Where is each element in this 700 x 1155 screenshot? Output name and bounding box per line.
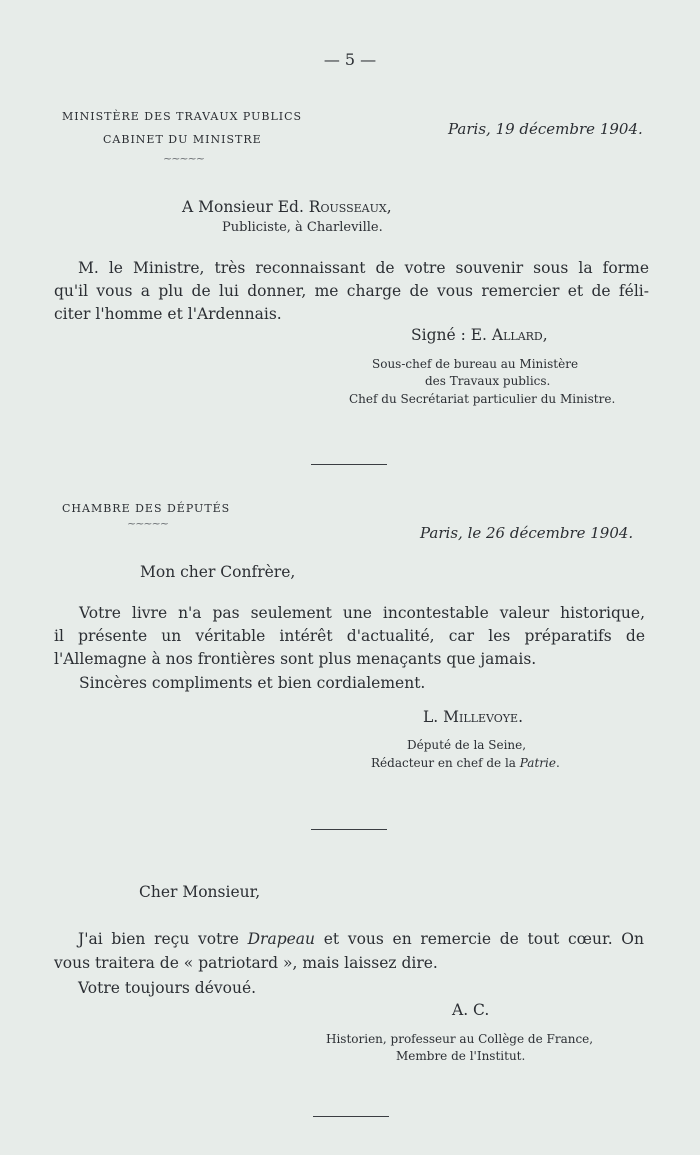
letter2-body-line: Votre livre n'a pas seulement une incontestable valeur historique,	[79, 604, 645, 622]
title-suffix: .	[555, 756, 560, 770]
letter1-date: Paris, 19 décembre 1904.	[448, 120, 643, 138]
letter1-signature	[411, 326, 548, 344]
heading-ornament: ~~~~~	[163, 152, 205, 165]
letter3-body-line	[78, 930, 644, 948]
letter2-body-line: Sincères compliments et bien cordialement.	[79, 674, 426, 692]
body-text: et vous en remercie de tout cœur. On	[315, 930, 644, 948]
addressee-title: Publiciste, à Charleville.	[222, 220, 383, 235]
signatory-title: des Travaux publics.	[425, 374, 551, 388]
letter2-date: Paris, le 26 décembre 1904.	[420, 524, 634, 542]
letter1-body-line: qu'il vous a plu de lui donner, me charge de vous remercier et de féli-	[54, 282, 649, 300]
signature-prefix: L. M	[423, 708, 460, 726]
signature-surname: llard,	[503, 326, 548, 344]
letter2-salutation: Mon cher Confrère,	[140, 563, 296, 581]
newspaper-name: Patrie	[519, 756, 556, 770]
letter3-signature: A. C.	[452, 1001, 490, 1019]
letter2-body-line: l'Allemagne à nos frontières sont plus menaçants que jamais.	[54, 650, 537, 668]
signature-prefix: Signé : E. A	[411, 326, 504, 344]
page-number: — 5 —	[323, 50, 377, 69]
letter1-body-line: citer l'homme et l'Ardennais.	[54, 305, 282, 323]
section-divider	[311, 829, 387, 830]
book-title: Drapeau	[247, 930, 316, 948]
letter2-signature	[423, 708, 523, 726]
letter3-salutation: Cher Monsieur,	[139, 883, 261, 901]
body-text: J'ai bien reçu votre	[78, 930, 248, 948]
cabinet-heading: CABINET DU MINISTRE	[103, 133, 262, 146]
letter3-body-line: vous traitera de « patriotard », mais laissez dire.	[54, 954, 438, 972]
title-text: Rédacteur en chef de la	[371, 756, 520, 770]
addressee-prefix: A Monsieur Ed. R	[182, 198, 321, 216]
letter3-body-line: Votre toujours dévoué.	[78, 979, 257, 997]
letter2-body-line: il présente un véritable intérêt d'actualité, car les préparatifs de	[54, 627, 645, 645]
signatory-title: Historien, professeur au Collège de France,	[326, 1032, 594, 1046]
signatory-title: Député de la Seine,	[407, 738, 527, 752]
signatory-title: Chef du Secrétariat particulier du Ministre.	[349, 392, 616, 406]
signatory-title: Sous-chef de bureau au Ministère	[372, 357, 579, 371]
signatory-title: Membre de l'Institut.	[396, 1049, 526, 1063]
section-divider	[313, 1116, 389, 1117]
heading-ornament: ~~~~~	[127, 517, 169, 530]
section-divider	[311, 464, 387, 465]
letter1-body-line: M. le Ministre, très reconnaissant de votre souvenir sous la forme	[78, 259, 649, 277]
addressee-surname: ousseaux,	[320, 198, 392, 216]
addressee-name	[182, 198, 392, 216]
ministry-heading: MINISTÈRE DES TRAVAUX PUBLICS	[62, 110, 303, 123]
chamber-heading: CHAMBRE DES DÉPUTÉS	[62, 502, 231, 515]
signatory-title	[371, 756, 560, 770]
signature-surname: illevoye.	[459, 708, 524, 726]
